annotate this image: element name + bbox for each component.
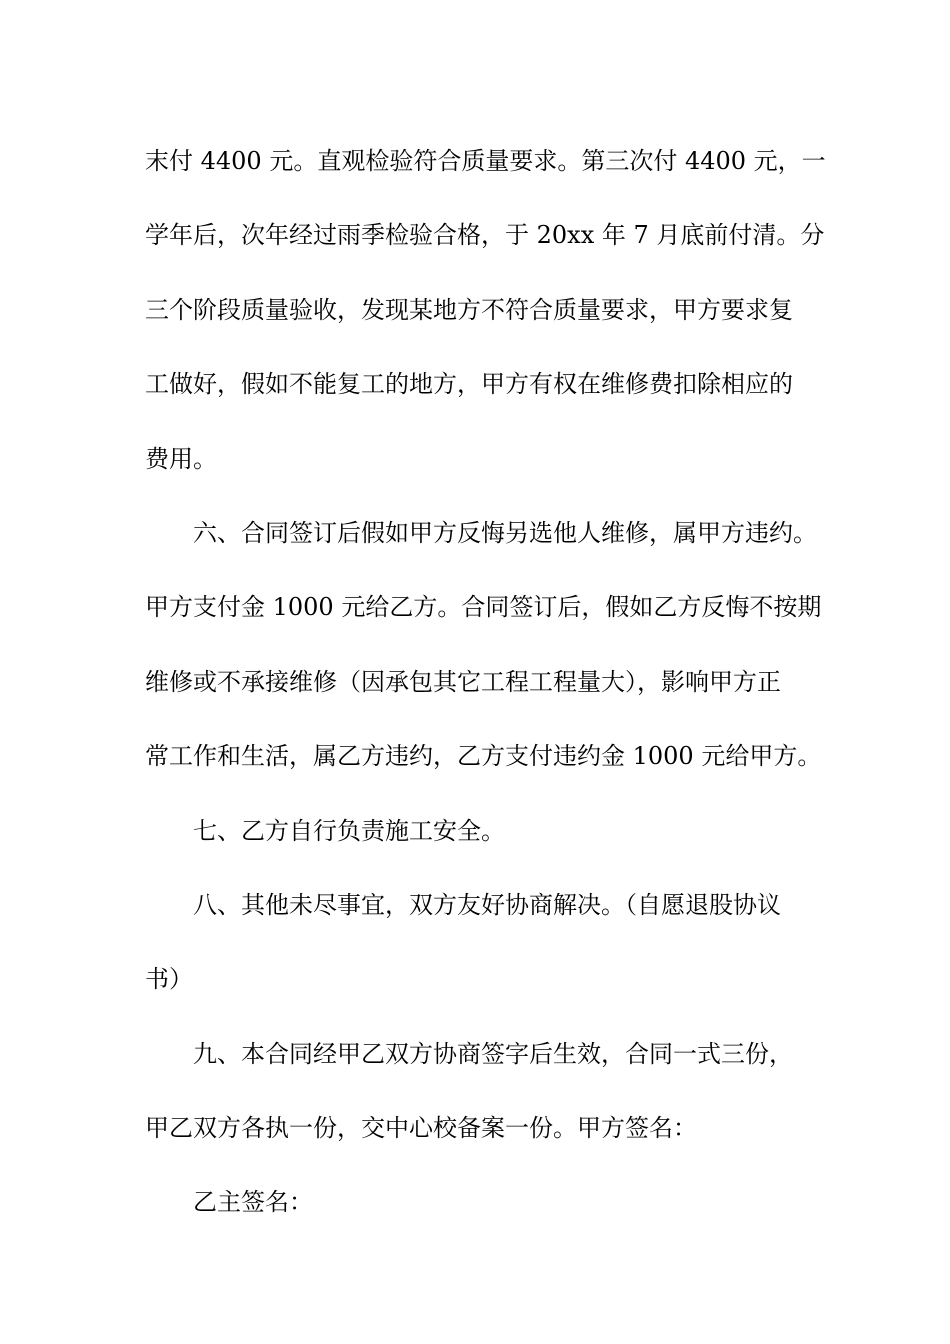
paragraph-clause-9 bbox=[145, 1017, 825, 1166]
paragraph-signature-b bbox=[145, 1165, 825, 1239]
text-line: 工做好，假如不能复工的地方，甲方有权在维修费扣除相应的 bbox=[145, 370, 793, 399]
signature-label: 乙主签名： bbox=[193, 1188, 313, 1217]
text-line: 末付 4400 元。直观检验符合质量要求。第三次付 4400 元，一 bbox=[145, 147, 826, 175]
text-line: 维修或不承接维修（因承包其它工程工程量大），影响甲方正 bbox=[145, 667, 781, 696]
paragraph-payment-terms bbox=[145, 124, 825, 496]
text-line: 书） bbox=[145, 965, 193, 994]
paragraph-clause-8 bbox=[145, 868, 825, 1017]
text-line: 七、乙方自行负责施工安全。 bbox=[193, 816, 505, 845]
text-line: 甲乙双方各执一份，交中心校备案一份。甲方签名： bbox=[145, 1114, 697, 1143]
text-line: 三个阶段质量验收，发现某地方不符合质量要求，甲方要求复 bbox=[145, 295, 793, 324]
paragraph-clause-6 bbox=[145, 496, 825, 794]
text-line: 六、合同签订后假如甲方反悔另选他人维修，属甲方违约。 bbox=[193, 518, 817, 547]
text-line: 学年后，次年经过雨季检验合格，于 20xx 年 7 月底前付清。分 bbox=[145, 221, 825, 250]
text-line: 九、本合同经甲乙双方协商签字后生效，合同一式三份， bbox=[193, 1039, 793, 1068]
text-line: 八、其他未尽事宜，双方友好协商解决。（自愿退股协议 bbox=[193, 890, 781, 919]
text-line: 常工作和生活，属乙方违约，乙方支付违约金 1000 元给甲方。 bbox=[145, 742, 822, 771]
paragraph-clause-7 bbox=[145, 794, 825, 868]
text-line: 甲方支付金 1000 元给乙方。合同签订后，假如乙方反悔不按期 bbox=[145, 593, 822, 622]
text-line: 费用。 bbox=[145, 444, 217, 473]
document-body bbox=[145, 124, 825, 1240]
